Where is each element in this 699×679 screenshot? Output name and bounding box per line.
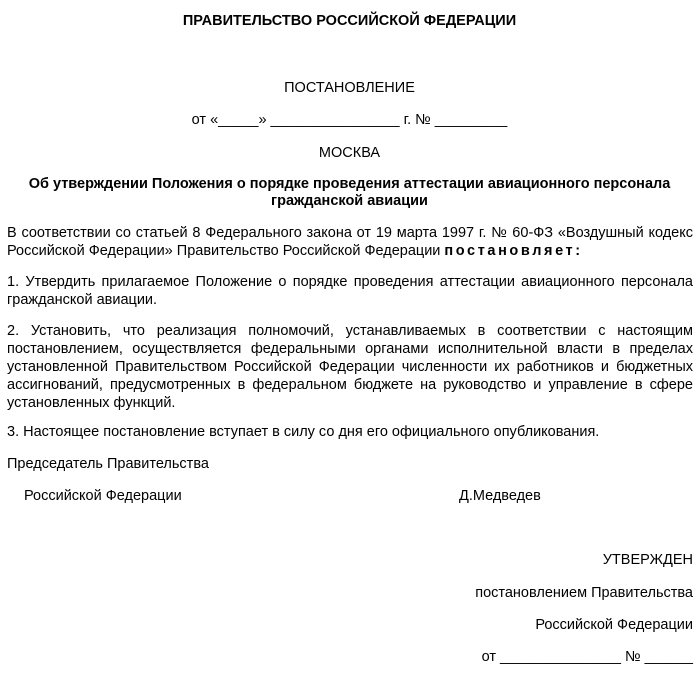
document-subject: Об утверждении Положения о порядке проведения аттестации авиационного персонала гражданской авиации [28,176,671,209]
approval-by: постановлением Правительства [475,585,693,601]
preamble-text: В соответствии со статьей 8 Федерального закона от 19 марта 1997 г. № 60-ФЗ «Воздушный кодекс Российской Федерации» Правительство Российской Федерации [7,225,693,259]
approval-country: Российской Федерации [535,617,693,633]
signer-name: Д.Медведев [459,488,541,504]
signer-position-line1: Председатель Правительства [7,456,209,472]
approval-date-line: от _______________ № ______ [481,649,693,665]
item-3-paragraph: 3. Настоящее постановление вступает в силу со дня его официального опубликования. [7,424,600,440]
document-type: ПОСТАНОВЛЕНИЕ [284,80,415,96]
decree-date-line: от «_____» ________________ г. № _________ [191,112,508,128]
resolves-word: постановляет: [444,243,583,259]
signer-position-line2: Российской Федерации [24,488,182,504]
city: МОСКВА [318,145,381,161]
item-2-paragraph: 2. Установить, что реализация полномочий, устанавливаемых в соответствии с настоящим постановлением, осуществляется федеральными органами исполнительной власти в пределах установленной Правительством Российской Федерации численности их работников и бюджетных ассигнований, предусмотренных в федеральном бюджете на руководство и управление в сфере установленных функций. [7,323,693,411]
preamble-paragraph [7,224,693,260]
item-1-paragraph: 1. Утвердить прилагаемое Положение о порядке проведения аттестации авиационного персонала гражданской авиации. [7,274,693,308]
government-title: ПРАВИТЕЛЬСТВО РОССИЙСКОЙ ФЕДЕРАЦИИ [182,13,517,29]
approval-stamp-title: УТВЕРЖДЕН [602,552,693,568]
